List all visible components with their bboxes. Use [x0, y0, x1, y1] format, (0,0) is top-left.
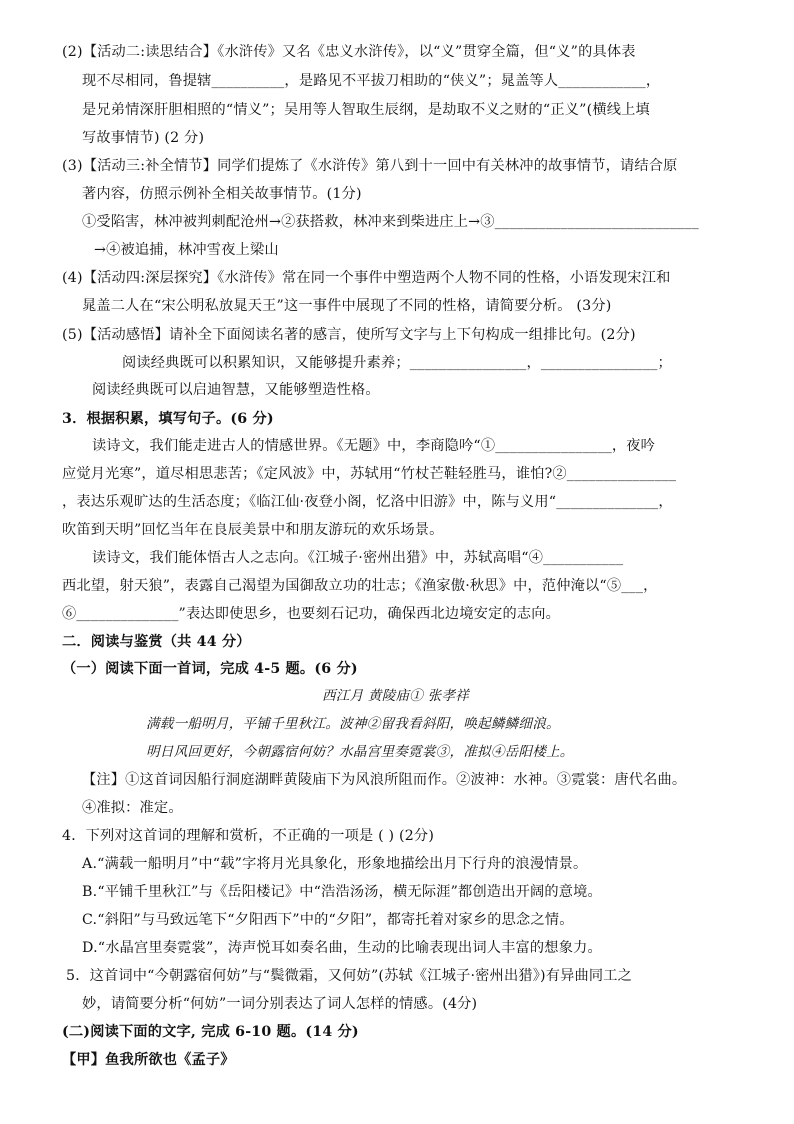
q5a-line-1: (5)【活动感悟】请补全下面阅读名著的感言，使所写文字与上下句构成一组排比句。(2分) — [62, 327, 636, 343]
q2-line-1: (2)【活动二:读思结合】《水浒传》又名《忠义水浒传》，以“义”贯穿全篇，但“义”的具体表 — [62, 44, 636, 60]
q5-line-1: 5．这首词中“今朝露宿何妨”与“鬓微霜，又何妨”(苏轼《江城子·密州出猎》)有异曲同工之 — [66, 968, 633, 984]
poem-notes-line-2: ④准拟：准定。 — [82, 800, 183, 816]
poem-line-2: 明日风回更好，今朝露宿何妨？水晶宫里奏霓裳③，准拟④岳阳楼上。 — [146, 744, 574, 760]
q5a-line-2: 阅读经典既可以积累知识，又能够提升素养；________________，________________； — [122, 355, 672, 371]
q3-para1-line-2: 应觉月光寒”，道尽相思悲苦；《定风波》中，苏轼用“竹杖芒鞋轻胜马，谁怕?②_______________ — [62, 466, 677, 482]
q3-para2-line-3: ⑥______________”表达即使思乡，也要刻石记功，确保西北边境安定的志向。 — [62, 606, 561, 622]
q4a-line-1: (4)【活动四:深层探究】《水浒传》常在同一个事件中塑造两个人物不同的性格，小语发现宋江和 — [62, 270, 671, 286]
q3-line-4: →④被追捕，林冲雪夜上梁山 — [94, 242, 279, 258]
q4a-line-2: 晁盖二人在“宋公明私放晁天王”这一事件中展现了不同的性格，请简要分析。 (3分) — [82, 298, 612, 314]
q2-line-2: 现不尽相同，鲁提辖__________，是路见不平拔刀相助的“侠义”；晁盖等人____________， — [82, 73, 661, 89]
q3-heading: 3．根据积累，填写句子。(6 分) — [62, 411, 274, 427]
q5a-line-3: 阅读经典既可以启迪智慧，又能够塑造性格。 — [92, 382, 380, 398]
q4-option-d: D.“水晶宫里奏霓裳”，涛声悦耳如奏名曲，生动的比喻表现出词人丰富的想象力。 — [82, 940, 602, 956]
section2-sub1: （一）阅读下面一首词，完成 4-5 题。(6 分) — [62, 661, 358, 677]
q3-line-1: (3)【活动三:补全情节】同学们提炼了《水浒传》第八到十一回中有关林冲的故事情节，请结合原 — [62, 158, 678, 174]
q4-option-a: A.“满载一船明月”中“载”字将月光具象化，形象地描绘出月下行舟的浪漫情景。 — [82, 856, 588, 872]
q2-line-3: 是兄弟情深肝胆相照的“情义”；吴用等人智取生辰纲，是劫取不义之财的“正义”(横线上填 — [82, 102, 650, 118]
q4-option-c: C.“斜阳”与马致远笔下“夕阳西下”中的“夕阳”，都寄托着对家乡的思念之情。 — [82, 912, 574, 928]
q3-line-2: 著内容，仿照示例补全相关故事情节。(1分) — [82, 186, 362, 202]
poem-notes-line-1: 【注】①这首词因船行洞庭湖畔黄陵庙下为风浪所阻而作。②波神：水神。③霓裳：唐代名曲。 — [82, 772, 687, 788]
q2-line-4: 写故事情节) (2 分) — [82, 130, 205, 146]
q4-stem: 4．下列对这首词的理解和赏析，不正确的一项是 ( ) (2分) — [62, 828, 435, 844]
q3-para2-line-2: 西北望，射天狼”，表露自己渴望为国御敌立功的壮志；《渔家傲·秋思》中，范仲淹以“⑤___， — [62, 578, 658, 594]
q3-para2-line-1: 读诗文，我们能体悟古人之志向。《江城子·密州出猎》中，苏轼高唱“④___________ — [92, 550, 624, 566]
q3-para1-line-3: ，表达乐观旷达的生活态度；《临江仙·夜登小阁，忆洛中旧游》中，陈与义用“______________， — [62, 494, 673, 510]
q3-line-3: ①受陷害，林冲被判刺配沧州→②获搭救，林冲来到柴进庄上→③____________________________ — [82, 214, 699, 230]
q3-para1-line-1: 读诗文，我们能走进古人的情感世界。《无题》中，李商隐吟“①________________，夜吟 — [92, 438, 656, 454]
poem-title: 西江月 黄陵庙① 张孝祥 — [322, 688, 469, 704]
q5-line-2: 妙，请简要分析“何妨”一词分别表达了词人怎样的情感。(4分) — [82, 996, 478, 1012]
q3-para1-line-4: 吹笛到天明”回忆当年在良辰美景中和朋友游玩的欢乐场景。 — [62, 522, 444, 538]
q4-option-b: B.“平铺千里秋江”与《岳阳楼记》中“浩浩汤汤，横无际涯”都创造出开阔的意境。 — [82, 884, 602, 900]
section2-heading: 二．阅读与鉴赏（共 44 分） — [62, 634, 251, 650]
poem-line-1: 满载一船明月，平铺千里秋江。波神②留我看斜阳，唤起鳞鳞细浪。 — [146, 716, 560, 732]
passage-jia-title: 【甲】鱼我所欲也《孟子》 — [62, 1052, 235, 1068]
section2-sub2: (二)阅读下面的文字, 完成 6-10 题。(14 分) — [62, 1024, 359, 1040]
